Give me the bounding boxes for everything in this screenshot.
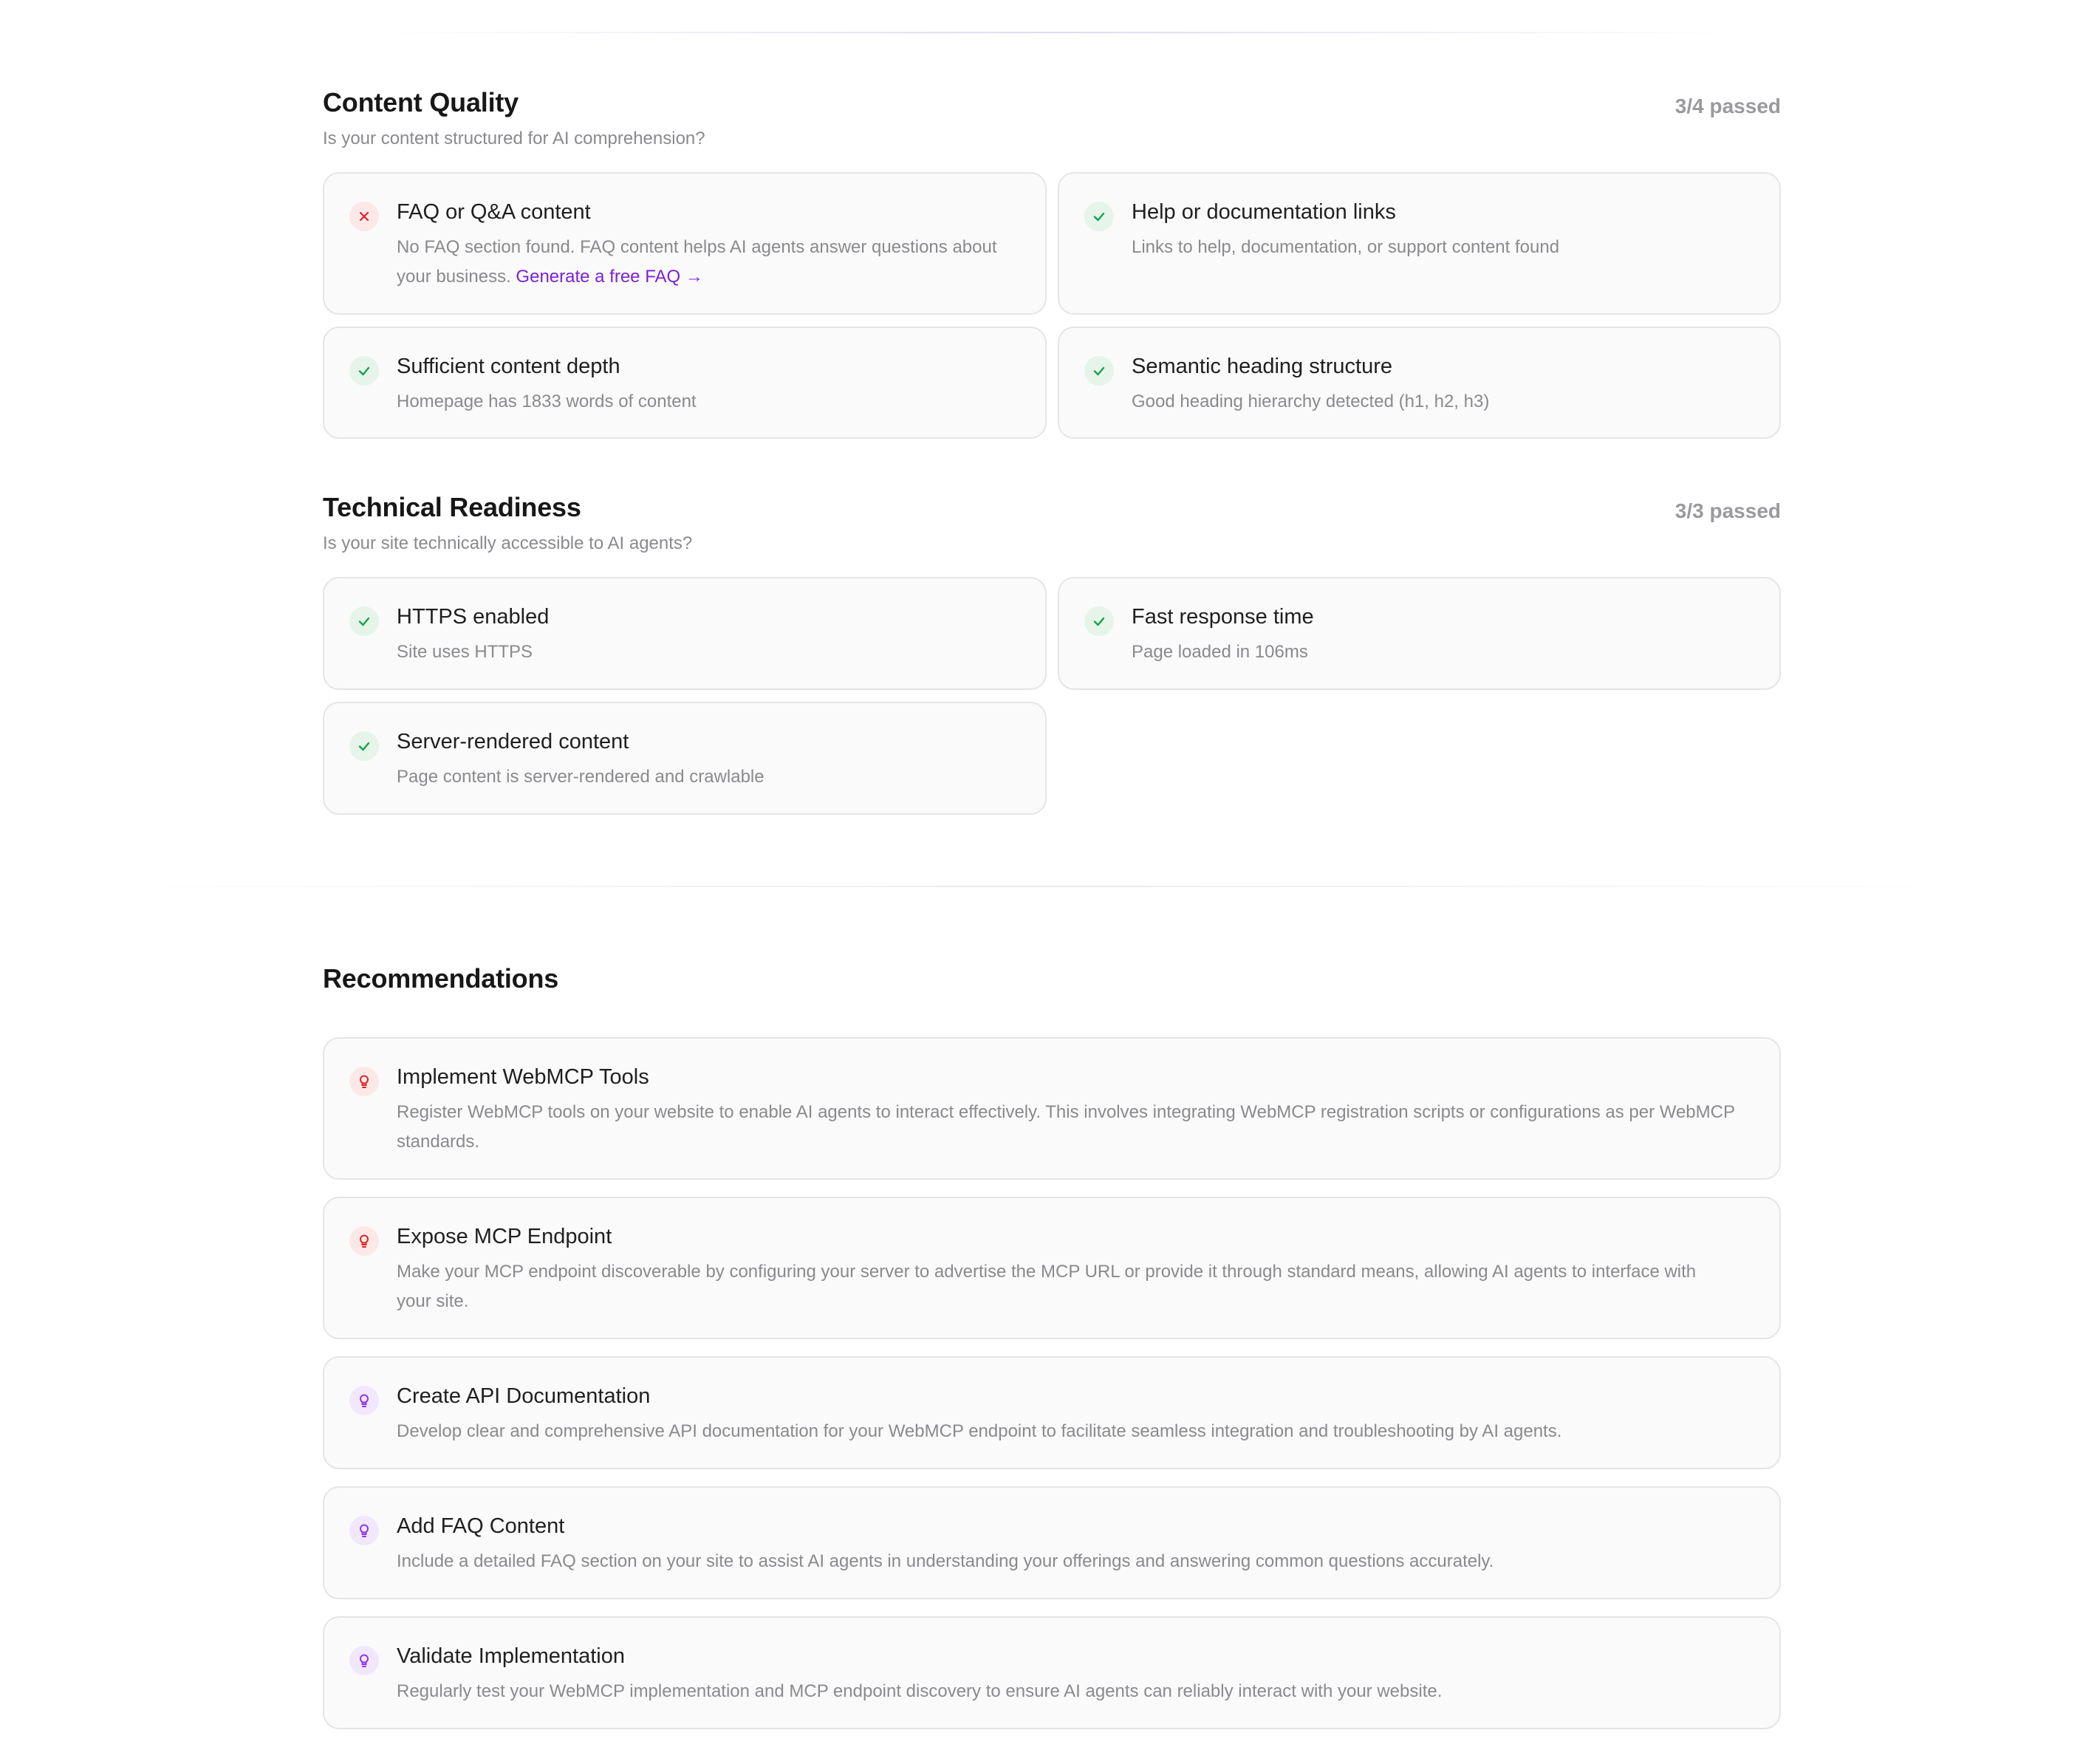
- lightbulb-icon: [349, 1386, 379, 1415]
- check-icon: [349, 731, 379, 761]
- check-title: Semantic heading structure: [1132, 355, 1393, 378]
- check-description: Links to help, documentation, or support content found: [1132, 237, 1560, 257]
- check-card-server-rendered: [323, 702, 1047, 815]
- section-title: Technical Readiness: [323, 492, 581, 522]
- passed-count: 3/3 passed: [1674, 499, 1781, 522]
- section-subtitle: Is your site technically accessible to AI agents?: [323, 533, 693, 553]
- check-icon: [1084, 606, 1114, 636]
- recommendation-card: [323, 1197, 1781, 1339]
- check-description: Homepage has 1833 words of content: [397, 392, 697, 411]
- lightbulb-icon: [349, 1646, 379, 1675]
- recommendation-description: Regularly test your WebMCP implementation and MCP endpoint discovery to ensure AI agents can reliably interact with your website.: [397, 1681, 1443, 1701]
- content-quality-header: [323, 87, 1781, 149]
- check-description: Site uses HTTPS: [397, 642, 533, 662]
- check-card-content-depth: [323, 327, 1047, 439]
- recommendation-title: Validate Implementation: [397, 1644, 625, 1668]
- recommendations-section: [323, 963, 1781, 1731]
- section-title: Content Quality: [323, 87, 519, 117]
- generate-faq-link[interactable]: Generate a free FAQ →: [516, 267, 703, 287]
- check-card-heading-structure: [1058, 327, 1781, 439]
- check-icon: [1084, 202, 1114, 231]
- recommendation-title: Implement WebMCP Tools: [397, 1065, 649, 1089]
- check-description: [397, 233, 1001, 292]
- check-description: Good heading hierarchy detected (h1, h2, h3): [1132, 392, 1490, 411]
- recommendation-description: Register WebMCP tools on your website to enable AI agents to interact effectively. This involves integrating WebMCP registration scripts or configurations as per WebMCP standards.: [397, 1102, 1735, 1152]
- recommendation-card: [323, 1037, 1781, 1180]
- check-title: Sufficient content depth: [397, 355, 620, 378]
- recommendation-card: [323, 1616, 1781, 1729]
- check-card-response-time: [1058, 577, 1781, 690]
- section-subtitle: Is your content structured for AI comprehension?: [323, 129, 705, 148]
- content-quality-section: [323, 87, 1781, 442]
- section-divider: [89, 886, 1994, 887]
- passed-count: 3/4 passed: [1674, 95, 1781, 117]
- check-title: HTTPS enabled: [397, 605, 550, 629]
- top-divider: [369, 32, 1743, 33]
- check-title: FAQ or Q&A content: [397, 200, 591, 224]
- check-card-faq: [323, 172, 1047, 315]
- check-title: Help or documentation links: [1132, 200, 1396, 224]
- check-description: Page loaded in 106ms: [1132, 642, 1308, 662]
- check-description: Page content is server-rendered and crawlable: [397, 767, 764, 787]
- lightbulb-icon: [349, 1067, 379, 1096]
- check-title: Server-rendered content: [397, 730, 629, 753]
- technical-readiness-section: [323, 492, 1781, 817]
- recommendation-card: [323, 1486, 1781, 1599]
- recommendation-description: Make your MCP endpoint discoverable by configuring your server to advertise the MCP URL or provide it through standard means, allowing AI agents to interface with your site.: [397, 1262, 1697, 1311]
- section-title: Recommendations: [323, 963, 559, 994]
- check-icon: [349, 356, 379, 386]
- check-icon: [349, 606, 379, 636]
- check-description-text: No FAQ section found. FAQ content helps AI agents answer questions about your business.: [397, 237, 997, 287]
- recommendation-title: Add FAQ Content: [397, 1514, 565, 1538]
- recommendation-description: Develop clear and comprehensive API documentation for your WebMCP endpoint to facilitate seamless integration and troubleshooting by AI agents.: [397, 1421, 1562, 1441]
- check-card-https: [323, 577, 1047, 690]
- recommendation-card: [323, 1356, 1781, 1469]
- recommendation-title: Expose MCP Endpoint: [397, 1225, 612, 1248]
- recommendation-description: Include a detailed FAQ section on your site to assist AI agents in understanding your offerings and answering common questions accurately.: [397, 1551, 1494, 1571]
- recommendation-title: Create API Documentation: [397, 1384, 651, 1408]
- lightbulb-icon: [349, 1516, 379, 1545]
- technical-readiness-header: [323, 492, 1781, 554]
- check-icon: [1084, 356, 1114, 386]
- x-icon: [349, 202, 379, 231]
- lightbulb-icon: [349, 1226, 379, 1256]
- check-card-help-links: [1058, 172, 1781, 315]
- check-title: Fast response time: [1132, 605, 1314, 629]
